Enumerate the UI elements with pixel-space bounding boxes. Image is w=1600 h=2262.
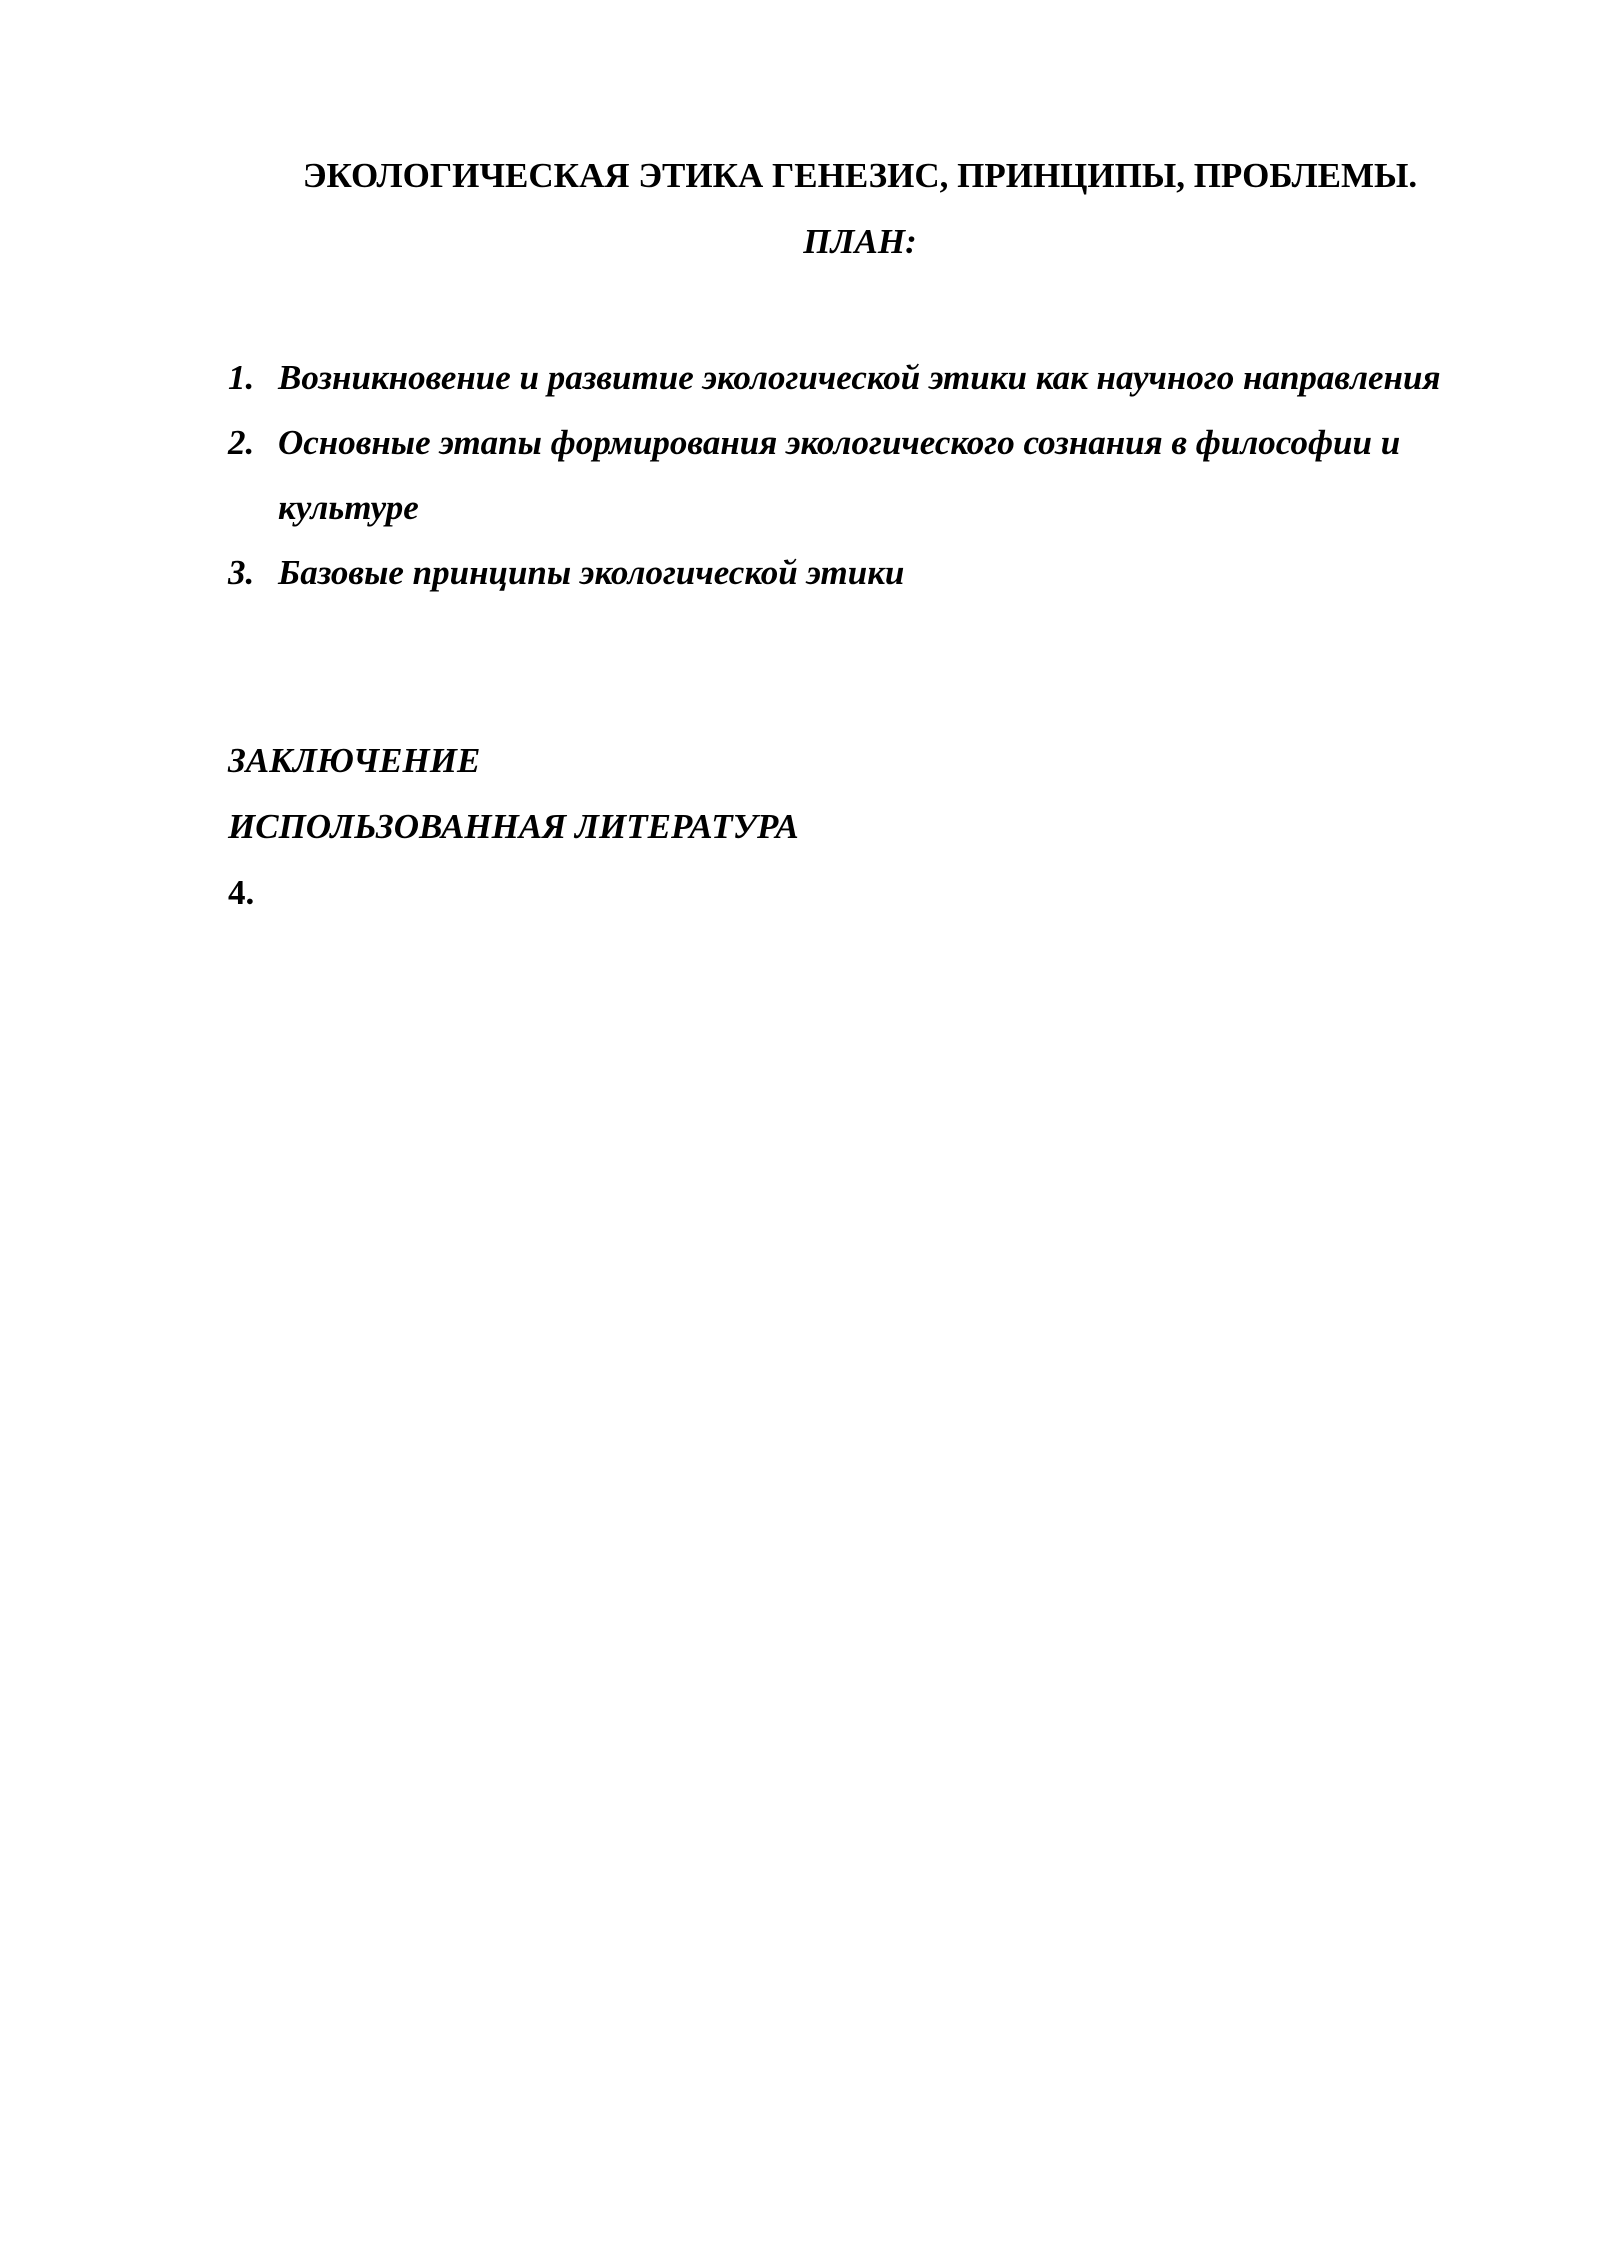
plan-item-3 (228, 540, 1498, 605)
literature-heading: ИСПОЛЬЗОВАННАЯ ЛИТЕРАТУРА (228, 807, 799, 846)
plan-item-number: 3. (228, 553, 255, 592)
plan-item-text: Возникновение и развитие экологической этики как научного направления (278, 358, 1441, 397)
document-title: ЭКОЛОГИЧЕСКАЯ ЭТИКА ГЕНЕЗИС, ПРИНЦИПЫ, ПРОБЛЕМЫ. (302, 156, 1418, 195)
plan-item-text: Базовые принципы экологической этики (278, 553, 905, 592)
plan-item-2 (228, 410, 1498, 540)
plan-item-1 (228, 345, 1498, 410)
plan-item-number: 2. (228, 423, 255, 462)
plan-item-text: Основные этапы формирования экологического сознания в философии и культуре (278, 423, 1401, 527)
plan-list (228, 345, 1498, 605)
trailing-list-number: 4. (228, 873, 255, 912)
plan-item-number: 1. (228, 358, 255, 397)
conclusion-heading: ЗАКЛЮЧЕНИЕ (228, 741, 481, 780)
plan-heading: ПЛАН: (803, 222, 917, 261)
